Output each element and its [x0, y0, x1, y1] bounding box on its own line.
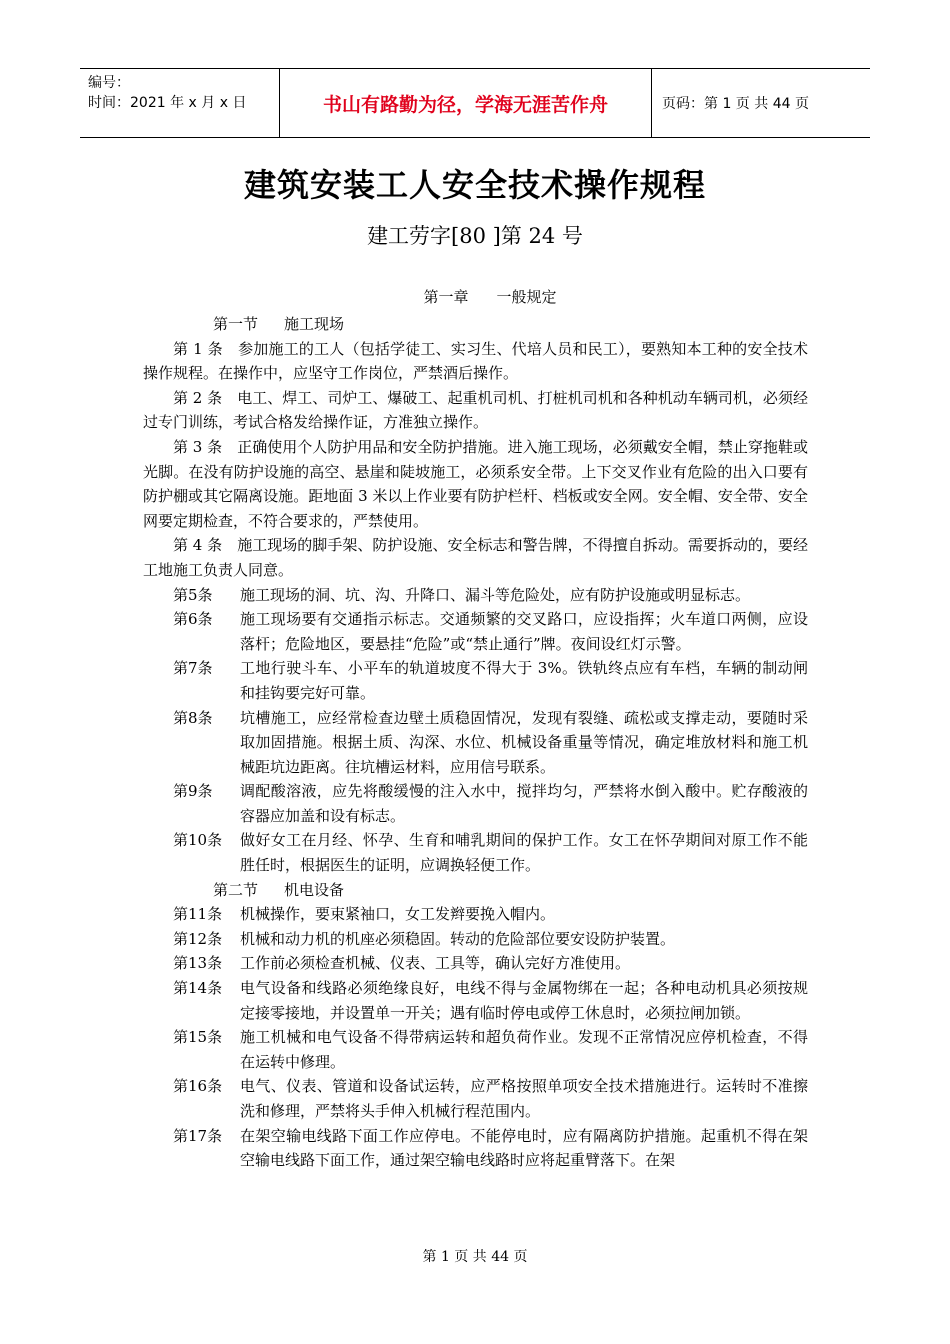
article-number: 第8条: [173, 708, 213, 727]
chapter-name: 一般规定: [496, 288, 557, 306]
article-paragraph: [143, 533, 808, 582]
article-number: 第 4 条: [173, 536, 223, 555]
article-text: 施工现场要有交通指示标志。交通频繁的交叉路口，应设指挥；火车道口两侧，应设落杆；危险地区，要悬挂“危险”或“禁止通行”牌。夜间设红灯示警。: [240, 610, 808, 653]
page-header: [80, 68, 870, 138]
article-number: 第17条: [173, 1126, 223, 1145]
article-item: [143, 951, 808, 976]
article-text: 坑槽施工，应经常检查边壁土质稳固情况，发现有裂缝、疏松或支撑走动，要随时采取加固措施。根据土质、沟深、水位、机械设备重量等情况，确定堆放材料和施工机械距坑边距离。往坑槽运材料，应用信号联系。: [240, 708, 808, 776]
article-text: 在架空输电线路下面工作应停电。不能停电时，应有隔离防护措施。起重机不得在架空输电线路下面工作，通过架空输电线路时应将起重臂落下。在架: [240, 1126, 808, 1170]
article-text: 工地行驶斗车、小平车的轨道坡度不得大于 3%。铁轨终点应有车档，车辆的制动闸和挂钩要完好可靠。: [240, 659, 808, 702]
article-text: 工作前必须检查机械、仪表、工具等，确认完好方准使用。: [240, 954, 631, 973]
article-item: [143, 706, 808, 780]
article-text: 正确使用个人防护用品和安全防护措施。进入施工现场，必须戴安全帽，禁止穿拖鞋或光脚。在没有防护设施的高空、悬崖和陡坡施工，必须系安全带。上下交叉作业有危险的出入口要有防护棚或其它隔离设施。距地面 3 米以上作业要有防护栏杆、档板或安全网。安全帽、安全带、安全网要定期检查，不符合要求的，严禁使用。: [143, 437, 808, 530]
article-number: 第12条: [173, 929, 223, 948]
article-paragraph: [143, 435, 808, 533]
article-text: 调配酸溶液，应先将酸缓慢的注入水中，搅拌均匀，严禁将水倒入酸中。贮存酸液的容器应加盖和设有标志。: [240, 782, 808, 825]
header-meta: [80, 69, 280, 137]
article-text: 电工、焊工、司炉工、爆破工、起重机司机、打桩机司机和各种机动车辆司机，必须经过专门训练，考试合格发给操作证，方准独立操作。: [143, 388, 808, 432]
section-number: 第二节: [213, 880, 259, 899]
chapter-number: 第一章: [423, 288, 469, 306]
article-item: [143, 656, 808, 705]
section-heading: [143, 312, 808, 337]
article-item: [143, 1124, 808, 1173]
article-number: 第6条: [173, 610, 213, 629]
article-number: 第5条: [173, 585, 213, 604]
document-time: 时间：2021 年 x 月 x 日: [88, 95, 247, 111]
article-item: [143, 828, 808, 877]
article-text: 做好女工在月经、怀孕、生育和哺乳期间的保护工作。女工在怀孕期间对原工作不能胜任时，根据医生的证明，应调换轻便工作。: [240, 831, 808, 875]
article-paragraph: [143, 386, 808, 435]
article-number: 第13条: [173, 954, 223, 973]
header-page-info: 页码：第 1 页 共 44 页: [662, 96, 809, 112]
article-text: 施工机械和电气设备不得带病运转和超负荷作业。发现不正常情况应停机检查，不得在运转中修理。: [240, 1028, 808, 1071]
article-number: 第16条: [173, 1077, 223, 1096]
section-number: 第一节: [213, 315, 259, 333]
section-heading: [143, 878, 808, 903]
article-text: 施工现场的洞、坑、沟、升降口、漏斗等危险处，应有防护设施或明显标志。: [240, 585, 751, 604]
article-item: [143, 902, 808, 927]
document-title: 建筑安装工人安全技术操作规程: [243, 166, 706, 204]
page-footer: 第 1 页 共 44 页: [422, 1249, 528, 1265]
article-number: 第11条: [173, 905, 223, 924]
header-motto: 书山有路勤为径，学海无涯苦作舟: [280, 69, 652, 137]
article-number: 第15条: [173, 1028, 223, 1047]
section-name: 机电设备: [284, 880, 345, 899]
article-paragraph: [143, 337, 808, 386]
article-item: [143, 583, 808, 608]
article-number: 第7条: [173, 659, 213, 678]
article-number: 第 1 条: [173, 339, 223, 358]
document-subtitle: 建工劳字[80 ]第 24 号: [367, 224, 583, 248]
article-text: 电气、仪表、管道和设备试运转，应严格按照单项安全技术措施进行。运转时不准擦洗和修理，严禁将头手伸入机械行程范围内。: [240, 1077, 808, 1120]
article-text: 机械操作，要束紧袖口，女工发辫要挽入帽内。: [240, 905, 556, 924]
article-item: [143, 1025, 808, 1074]
chapter-heading: [0, 286, 950, 307]
article-text: 施工现场的脚手架、防护设施、安全标志和警告牌，不得擅自拆动。需要拆动的，要经工地施工负责人同意。: [143, 536, 808, 579]
article-item: [143, 927, 808, 952]
article-item: [143, 779, 808, 828]
document-body: [143, 312, 808, 1173]
article-number: 第 3 条: [173, 437, 223, 456]
article-text: 机械和动力机的机座必须稳固。转动的危险部位要安设防护装置。: [240, 929, 676, 948]
document-number-label: 编号：: [88, 75, 130, 91]
article-number: 第10条: [173, 831, 223, 850]
section-name: 施工现场: [284, 315, 345, 333]
article-text: 参加施工的工人（包括学徒工、实习生、代培人员和民工），要熟知本工种的安全技术操作规程。在操作中，应坚守工作岗位，严禁酒后操作。: [143, 339, 808, 383]
article-number: 第9条: [173, 782, 213, 801]
article-number: 第 2 条: [173, 388, 223, 407]
article-item: [143, 607, 808, 656]
article-item: [143, 976, 808, 1025]
article-text: 电气设备和线路必须绝缘良好，电线不得与金属物绑在一起；各种电动机具必须按规定接零接地，并设置单一开关；遇有临时停电或停工休息时，必须拉闸加锁。: [240, 979, 808, 1022]
article-item: [143, 1074, 808, 1123]
article-number: 第14条: [173, 979, 223, 998]
